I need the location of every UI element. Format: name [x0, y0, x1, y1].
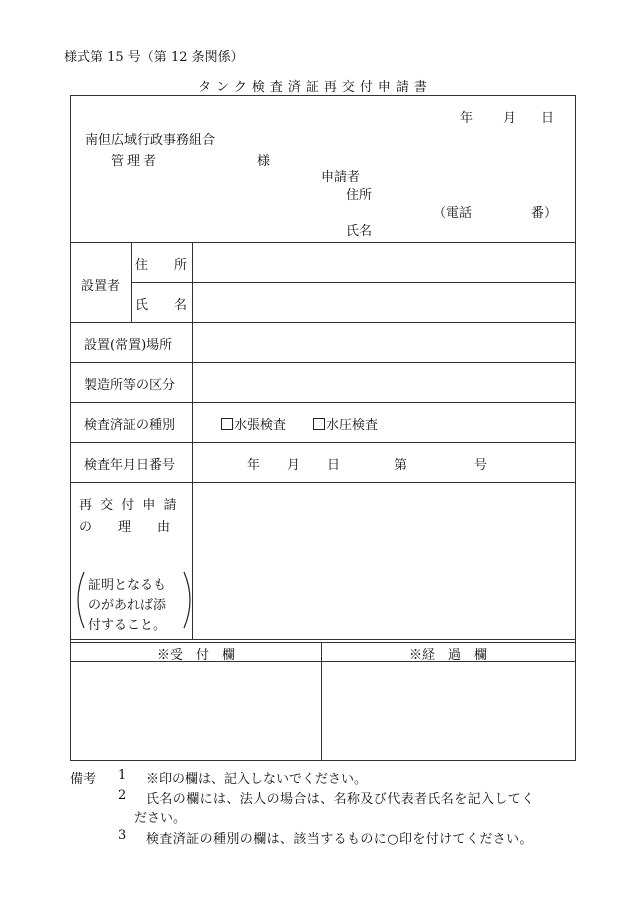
- rule-inspection: [71, 482, 575, 483]
- inspection-label: 検査年月日番号: [84, 458, 176, 473]
- reception-header: ※受 付 欄: [156, 648, 235, 663]
- note-3-text: 検査済証の種別の欄は、該当するものに○印を付けてください。: [146, 832, 533, 847]
- notes-heading: 備考: [70, 772, 97, 787]
- facility-label: 製造所等の区分: [84, 378, 176, 393]
- applicant-label: 申請者: [321, 170, 361, 185]
- cert-option-water-pressure[interactable]: [313, 414, 378, 433]
- applicant-phone-label: （電話: [433, 206, 473, 221]
- reason-label-line2: の 理 由: [79, 520, 171, 535]
- installer-address-label: 住 所: [135, 258, 188, 273]
- water-pressure-label: 水圧検査: [326, 418, 379, 433]
- inspection-no-prefix: 第: [394, 458, 408, 473]
- cert-type-label: 検査済証の種別: [84, 418, 176, 433]
- progress-header: ※経 過 欄: [408, 648, 487, 663]
- date-day-label: 日: [541, 111, 555, 126]
- cert-option-water-fill[interactable]: [221, 414, 286, 433]
- inspection-year: 年: [247, 458, 261, 473]
- location-label: 設置(常置)場所: [84, 338, 173, 353]
- proof-note-line1: 証明となるも: [88, 578, 167, 593]
- rule-reason: [71, 639, 575, 640]
- note-2-number: 2: [118, 788, 127, 803]
- note-3-number: 3: [118, 828, 127, 843]
- addressee-org: 南但広域行政事務組合: [85, 133, 216, 148]
- rule-applicant: [71, 242, 575, 243]
- proof-note-line2: のがあれば添: [88, 598, 167, 613]
- form-title: タンク検査済証再交付申請書: [198, 80, 432, 95]
- inspection-no-suffix: 号: [474, 458, 488, 473]
- proof-note-line3: 付すること。: [88, 618, 167, 633]
- applicant-name-label: 氏名: [346, 224, 373, 239]
- rule-facility: [71, 402, 575, 403]
- form-number: 様式第 15 号（第 12 条関係）: [64, 50, 244, 65]
- inspection-day: 日: [327, 458, 341, 473]
- honorific: 様: [257, 154, 271, 169]
- note-2-text-b: ださい。: [134, 811, 187, 826]
- rule-cert-type: [71, 442, 575, 443]
- addressee-role: 管理者: [111, 154, 160, 169]
- rule-installer-mid: [131, 282, 575, 283]
- date-year-label: 年: [460, 111, 474, 126]
- installer-label: 設置者: [81, 279, 121, 294]
- inspection-month: 月: [287, 458, 301, 473]
- note-2-text-a: 氏名の欄には、法人の場合は、名称及び代表者氏名を記入してく: [146, 792, 535, 807]
- date-month-label: 月: [503, 111, 517, 126]
- rule-reason-double: [71, 642, 575, 643]
- reason-label-line1: 再 交 付 申 請: [79, 498, 179, 513]
- water-fill-checkbox[interactable]: [221, 418, 233, 430]
- rule-location: [71, 362, 575, 363]
- applicant-phone-suffix: 番）: [531, 206, 558, 221]
- water-pressure-checkbox[interactable]: [313, 418, 325, 430]
- application-form: [70, 95, 576, 761]
- rule-installer: [71, 322, 575, 323]
- note-1-text: ※印の欄は、記入しないでください。: [146, 772, 368, 787]
- vrule-installer-sub: [131, 242, 132, 322]
- installer-name-label: 氏 名: [135, 298, 188, 313]
- water-fill-label: 水張検査: [234, 418, 287, 433]
- note-1-number: 1: [118, 768, 127, 783]
- applicant-address-label: 住所: [346, 188, 373, 203]
